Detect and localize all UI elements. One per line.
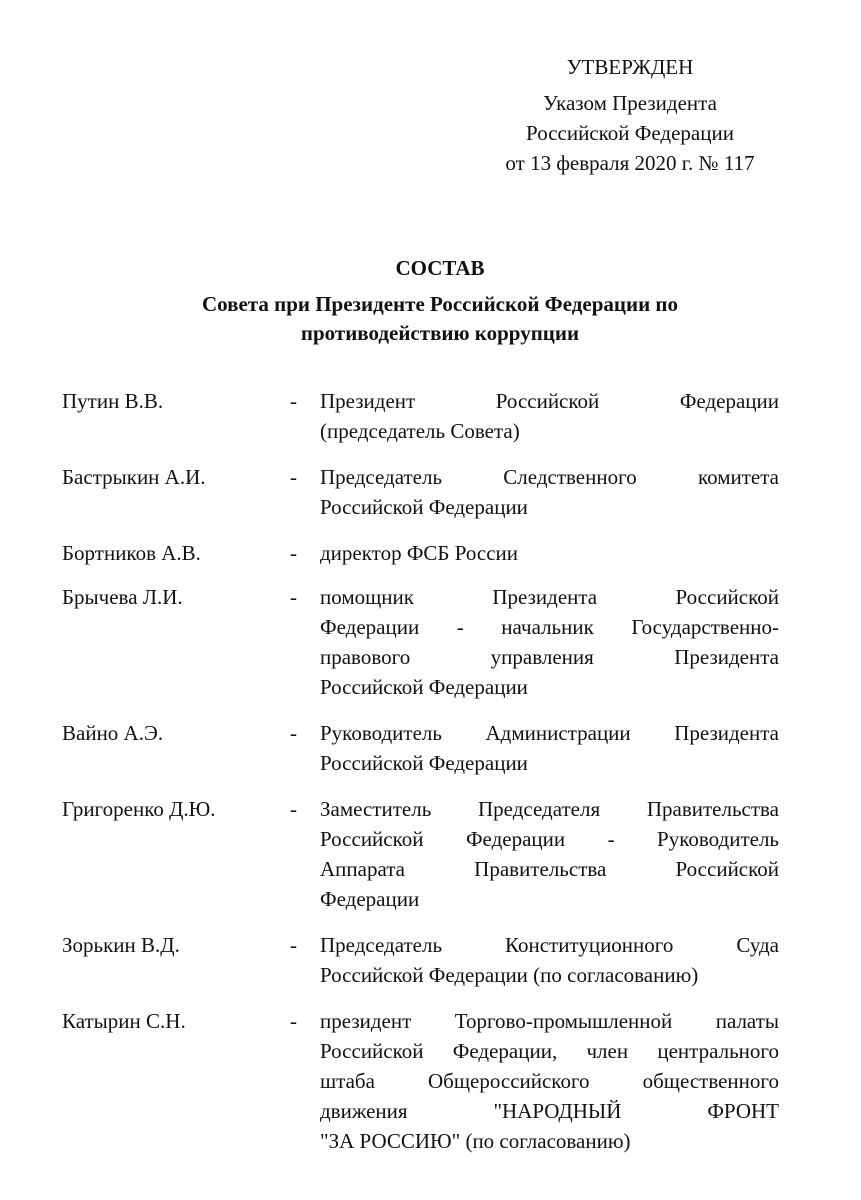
- member-position-line: Российской Федерации, член центрального: [320, 1039, 779, 1063]
- approval-title: УТВЕРЖДЕН: [566, 55, 694, 79]
- member-position-line: (председатель Совета): [320, 419, 520, 443]
- member-name: Путин В.В.: [62, 389, 164, 413]
- member-dash: -: [290, 797, 297, 821]
- member-name: Брычева Л.И.: [62, 585, 183, 609]
- member-position-line: президент Торгово-промышленной палаты: [320, 1009, 779, 1033]
- member-position-line: движения "НАРОДНЫЙ ФРОНТ: [320, 1099, 779, 1123]
- member-position: [320, 930, 779, 990]
- approval-stamp: [465, 52, 795, 178]
- document-subtitle-line: противодействию коррупции: [300, 321, 580, 345]
- member-position-line: Заместитель Председателя Правительства: [320, 797, 779, 821]
- document-title: СОСТАВ: [395, 256, 485, 280]
- member-position-line: Российской Федерации - Руководитель: [320, 827, 779, 851]
- member-position-line: правового управления Президента: [320, 645, 779, 669]
- member-position: [320, 718, 779, 778]
- members-list: [62, 386, 782, 1156]
- member-position: [320, 462, 779, 522]
- member-position-line: помощник Президента Российской: [320, 585, 779, 609]
- approval-line: от 13 февраля 2020 г. № 117: [505, 151, 755, 175]
- member-name: Зорькин В.Д.: [62, 933, 180, 957]
- member-dash: -: [290, 465, 297, 489]
- member-name: Григоренко Д.Ю.: [62, 797, 216, 821]
- member-name: Бортников А.В.: [62, 541, 201, 565]
- member-position-line: Федерации: [320, 887, 420, 911]
- member-position-line: Председатель Следственного комитета: [320, 465, 779, 489]
- document-subtitle-line: Совета при Президенте Российской Федерации по: [201, 292, 679, 316]
- member-row: [62, 582, 782, 702]
- member-row: [62, 538, 782, 568]
- member-position: [320, 1006, 779, 1156]
- member-row: [62, 386, 782, 446]
- member-position-line: Президент Российской Федерации: [320, 389, 779, 413]
- member-position-line: Российской Федерации: [320, 675, 528, 699]
- member-position-line: "ЗА РОССИЮ" (по согласованию): [320, 1129, 631, 1153]
- member-dash: -: [290, 1009, 297, 1033]
- member-position: [320, 582, 779, 702]
- member-row: [62, 930, 782, 990]
- member-position-line: Российской Федерации: [320, 495, 528, 519]
- member-name: Катырин С.Н.: [62, 1009, 186, 1033]
- member-position-line: Руководитель Администрации Президента: [320, 721, 779, 745]
- member-dash: -: [290, 721, 297, 745]
- member-position-line: Российской Федерации (по согласованию): [320, 963, 699, 987]
- member-name: Вайно А.Э.: [62, 721, 164, 745]
- member-position-line: Федерации - начальник Государственно-: [320, 615, 779, 639]
- member-position-line: штаба Общероссийского общественного: [320, 1069, 779, 1093]
- document-heading: [60, 254, 820, 348]
- member-dash: -: [290, 541, 297, 565]
- member-position: [320, 386, 779, 446]
- member-name: Бастрыкин А.И.: [62, 465, 206, 489]
- member-row: [62, 794, 782, 914]
- member-position-line: директор ФСБ России: [320, 541, 519, 565]
- member-position-line: Российской Федерации: [320, 751, 528, 775]
- approval-line: Российской Федерации: [526, 121, 734, 145]
- member-position: [320, 538, 779, 568]
- member-row: [62, 1006, 782, 1156]
- approval-line: Указом Президента: [543, 91, 717, 115]
- member-dash: -: [290, 585, 297, 609]
- member-dash: -: [290, 933, 297, 957]
- member-row: [62, 462, 782, 522]
- member-position-line: Аппарата Правительства Российской: [320, 857, 779, 881]
- member-position: [320, 794, 779, 914]
- member-row: [62, 718, 782, 778]
- member-position-line: Председатель Конституционного Суда: [320, 933, 779, 957]
- member-dash: -: [290, 389, 297, 413]
